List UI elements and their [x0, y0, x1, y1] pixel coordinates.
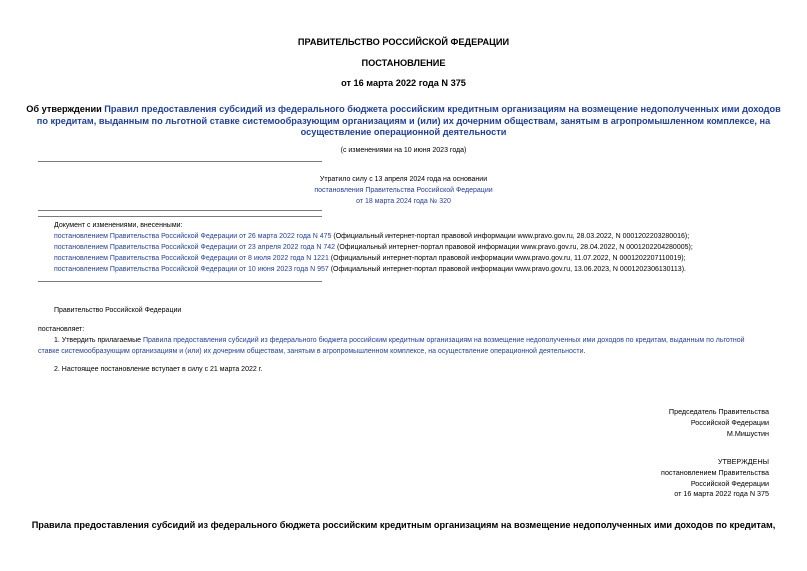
change-source: (Официальный интернет-портал правовой информации www.pravo.gov.ru, 28.04.2022, N 0001202204280005);: [335, 244, 693, 251]
divider: [38, 281, 322, 282]
title-prefix: Об утверждении: [26, 104, 105, 114]
signature-line: Председатель Правительства: [668, 407, 769, 416]
change-decree-link[interactable]: постановлением Правительства Российской Федерации от 26 марта 2022 года N 475: [54, 233, 332, 240]
changes-heading: Документ с изменениями, внесенными:: [54, 222, 183, 229]
paragraph-1: [38, 336, 769, 358]
rules-link-line2[interactable]: ставке системообразующим организациям и (или) их дочерним обществам, занятым в агропромышленном комплексе, на осуществление операционной деятельности: [38, 347, 584, 355]
change-decree-link[interactable]: постановлением Правительства Российской Федерации от 8 июля 2022 года N 1221: [54, 255, 329, 262]
amendment-note: (с изменениями на 10 июня 2023 года): [340, 147, 467, 154]
approved-line: УТВЕРЖДЕНЫ: [717, 457, 769, 466]
rules-link[interactable]: Правила предоставления субсидий из федерального бюджета российским кредитным организациям на возмещение недополученных ими доходов по кредитам, выданным по льготной: [142, 337, 745, 344]
government-name: ПРАВИТЕЛЬСТВО РОССИЙСКОЙ ФЕДЕРАЦИИ: [297, 37, 510, 47]
title-rules-link[interactable]: Правил предоставления субсидий из федерального бюджета российским кредитным организациям на возмещение недополученных ими доходов: [104, 104, 781, 114]
change-decree-link[interactable]: постановлением Правительства Российской Федерации от 23 апреля 2022 года N 742: [54, 244, 336, 251]
change-decree-link[interactable]: постановлением Правительства Российской Федерации от 10 июня 2023 года N 957: [54, 266, 329, 273]
approved-block: [661, 457, 769, 500]
divider: [38, 216, 322, 217]
expired-decree-link-line2[interactable]: от 18 марта 2024 года № 320: [356, 197, 451, 205]
signature-name: М.Мишустин: [726, 428, 769, 438]
signature-block: [669, 407, 769, 439]
p1-prefix: 1. Утвердить прилагаемые: [54, 337, 143, 344]
list-item: [54, 233, 689, 240]
list-item: [54, 255, 686, 262]
approved-line: постановлением Правительства: [661, 467, 769, 477]
approved-line: от 16 марта 2022 года N 375: [674, 489, 769, 499]
body-intro: Правительство Российской Федерации: [54, 307, 182, 314]
body-decides: постановляет:: [38, 326, 85, 333]
paragraph-2: 2. Настоящее постановление вступает в силу с 21 марта 2022 г.: [54, 366, 263, 373]
rules-title: Правила предоставления субсидий из федерального бюджета российским кредитным организациям на возмещение недополученных ими доходов по кредитам,: [31, 520, 776, 530]
change-source: (Официальный интернет-портал правовой информации www.pravo.gov.ru, 13.06.2023, N 0001202306130113).: [328, 266, 686, 273]
list-item: [54, 244, 693, 251]
title-rules-link-line2[interactable]: по кредитам, выданным по льготной ставке системообразующим организациям и (или) их дочерним обществам, занятым в агропромышленном комплексе, на: [36, 115, 771, 126]
approved-line: Российской Федерации: [690, 478, 769, 488]
change-source: (Официальный интернет-портал правовой информации www.pravo.gov.ru, 11.07.2022, N 0001202207110019);: [328, 255, 686, 262]
divider: [38, 161, 322, 162]
title-rules-link-line3[interactable]: осуществление операционной деятельности: [300, 127, 507, 138]
change-source: (Официальный интернет-портал правовой информации www.pravo.gov.ru, 28.03.2022, N 0001202203280016);: [331, 233, 690, 240]
document-type: ПОСТАНОВЛЕНИЕ: [361, 58, 446, 68]
expired-notice: [0, 175, 807, 207]
document-date-number: от 16 марта 2022 года N 375: [341, 78, 466, 88]
divider: [38, 210, 322, 211]
expired-decree-link[interactable]: постановления Правительства Российской Федерации: [314, 186, 493, 194]
document-title: [0, 104, 807, 139]
signature-line: Российской Федерации: [690, 417, 769, 427]
expired-text: Утратило силу с 13 апреля 2024 года на основании: [319, 176, 488, 183]
p1-suffix: .: [583, 347, 586, 355]
list-item: [54, 266, 686, 273]
